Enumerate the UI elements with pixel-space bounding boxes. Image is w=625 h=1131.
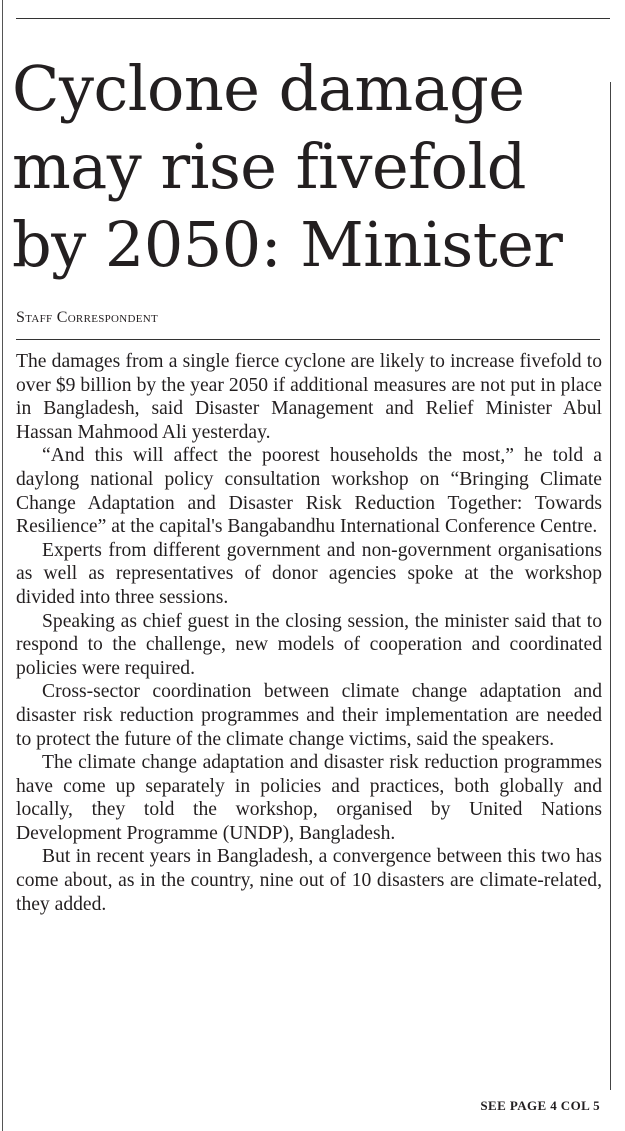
paragraph-2: “And this will affect the poorest households the most,” he told a daylong national policy consultation workshop on “Bringing Climate Change Adaptation and Disaster Risk Reduction Together: Towards Resilience” at the capital's Bangabandhu International Conference Centre. bbox=[16, 445, 602, 538]
headline bbox=[12, 50, 612, 284]
headline-line-3: by 2050: Minister bbox=[12, 208, 563, 281]
paragraph-3: Experts from different government and non-government organisations as well as representatives of donor agencies spoke at the workshop divided into three sessions. bbox=[16, 539, 602, 608]
continued-jump-line: SEE PAGE 4 COL 5 bbox=[480, 1098, 600, 1113]
column-rule-left bbox=[2, 0, 3, 1131]
top-rule bbox=[16, 18, 610, 19]
paragraph-7: But in recent years in Bangladesh, a convergence between this two has come about, as in the country, nine out of 10 disasters are climate-related, they added. bbox=[16, 846, 602, 915]
byline: Staff Correspondent bbox=[16, 309, 159, 326]
byline-rule bbox=[16, 339, 600, 340]
paragraph-6: The climate change adaptation and disaster risk reduction programmes have come up separately in policies and practices, both globally and locally, they told the workshop, organised by United Nations Development Programme (UNDP), Bangladesh. bbox=[16, 752, 602, 844]
headline-line-2: may rise fivefold bbox=[12, 130, 526, 203]
headline-line-1: Cyclone damage bbox=[12, 52, 525, 125]
paragraph-1: The damages from a single fierce cyclone are likely to increase fivefold to over $9 billion by the year 2050 if additional measures are not put in place in Bangladesh, said Disaster Management and Relief Minister Abul Hassan Mahmood Ali yesterday. bbox=[16, 351, 602, 443]
article-body bbox=[16, 350, 602, 916]
paragraph-4: Speaking as chief guest in the closing session, the minister said that to respond to the challenge, new models of cooperation and coordinated policies were required. bbox=[16, 610, 602, 679]
paragraph-5: Cross-sector coordination between climate change adaptation and disaster risk reduction programmes and their implementation are needed to protect the future of the climate change victims, said the speakers. bbox=[16, 681, 602, 750]
